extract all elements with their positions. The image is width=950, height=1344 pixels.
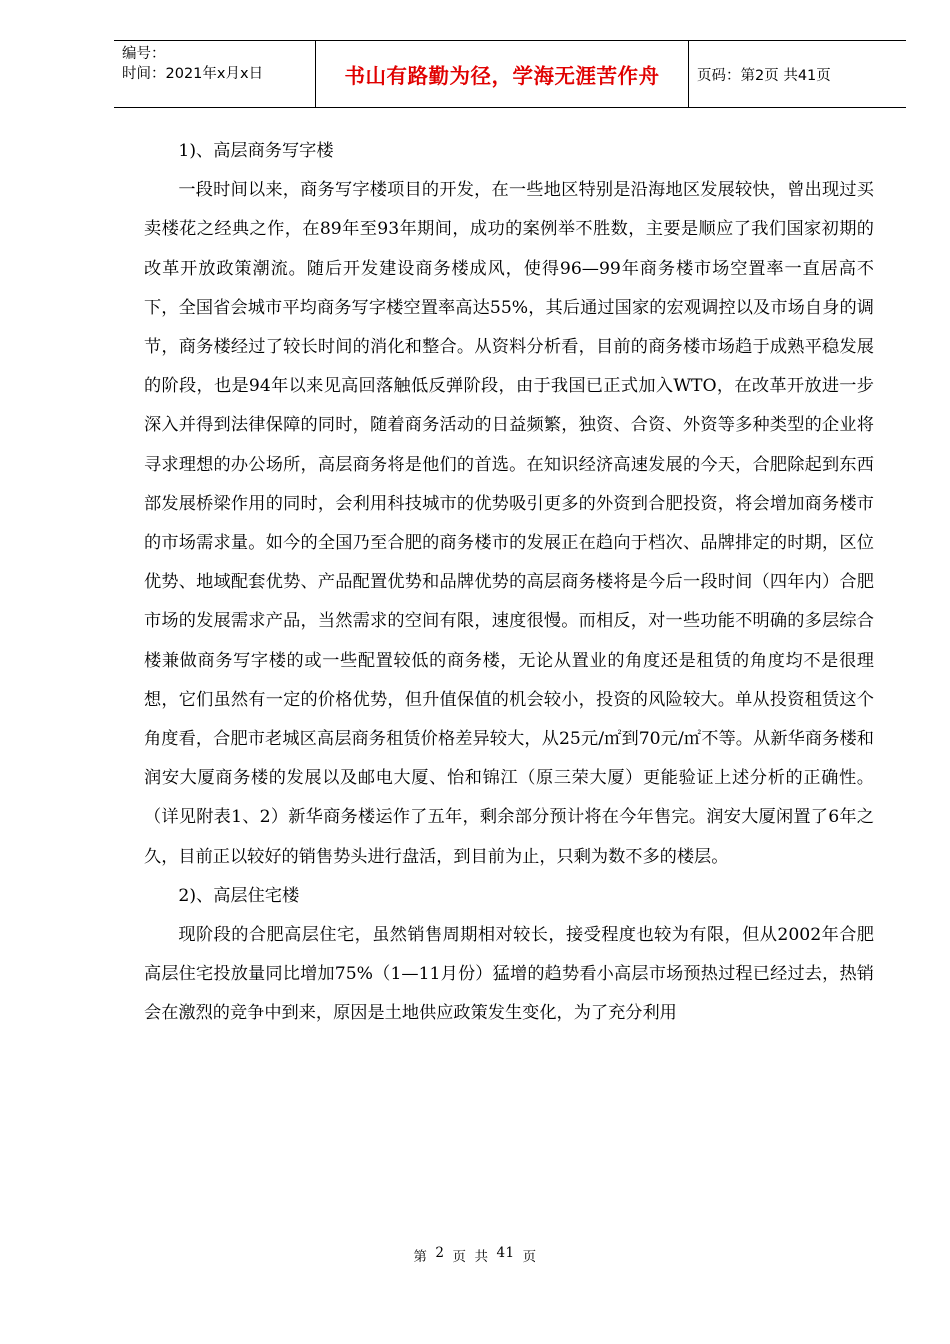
page-footer: [0, 1245, 950, 1265]
document-number: 编号：: [122, 46, 166, 62]
section-heading-residential: 2)、高层住宅楼: [178, 885, 300, 906]
header-motto-cell: [316, 41, 689, 107]
paragraph-residential-market: 现阶段的合肥高层住宅，虽然销售周期相对较长，接受程度也较为有限，但从2002年合肥高层住宅投放量同比增加75%（1—11月份）猛增的趋势看小高层市场预热过程已经过去，热销会在激烈的竞争中到来，原因是土地供应政策发生变化，为了充分利用: [144, 925, 874, 1024]
header-page-cell: [689, 41, 906, 107]
paragraph-office-market: 一段时间以来，商务写字楼项目的开发，在一些地区特别是沿海地区发展较快，曾出现过买卖楼花之经典之作，在89年至93年期间，成功的案例举不胜数，主要是顺应了我们国家初期的改革开放政策潮流。随后开发建设商务楼成风，使得96—99年商务楼市场空置率一直居高不下，全国省会城市平均商务写字楼空置率高达55%，其后通过国家的宏观调控以及市场自身的调节，商务楼经过了较长时间的消化和整合。从资料分析看，目前的商务楼市场趋于成熟平稳发展的阶段，也是94年以来见高回落触低反弹阶段，由于我国已正式加入WTO，在改革开放进一步深入并得到法律保障的同时，随着商务活动的日益频繁，独资、合资、外资等多种类型的企业将寻求理想的办公场所，高层商务将是他们的首选。在知识经济高速发展的今天，合肥除起到东西部发展桥梁作用的同时，会利用科技城市的优势吸引更多的外资到合肥投资，将会增加商务楼市的市场需求量。如今的全国乃至合肥的商务楼市的发展正在趋向于档次、品牌排定的时期，区位优势、地域配套优势、产品配置优势和品牌优势的高层商务楼将是今后一段时间（四年内）合肥市场的发展需求产品，当然需求的空间有限，速度很慢。而相反，对一些功能不明确的多层综合楼兼做商务写字楼的或一些配置较低的商务楼，无论从置业的角度还是租赁的角度均不是很理想，它们虽然有一定的价格优势，但升值保值的机会较小，投资的风险较大。单从投资租赁这个角度看，合肥市老城区高层商务租赁价格差异较大，从25元/㎡到70元/㎡不等。从新华商务楼和润安大厦商务楼的发展以及邮电大厦、怡和锦江（原三荣大厦）更能验证上述分析的正确性。（详见附表1、2）新华商务楼运作了五年，剩余部分预计将在今年售完。润安大厦闲置了6年之久，目前正以较好的销售势头进行盘活，到目前为止，只剩为数不多的楼层。: [144, 180, 874, 867]
footer-prefix: 第: [413, 1249, 428, 1265]
page-header: [114, 40, 906, 108]
footer-total-pages: 41: [496, 1245, 515, 1261]
header-page-info: 页码：第2页 共41页: [697, 67, 831, 84]
document-time: 时间：2021年x月x日: [122, 66, 264, 82]
header-meta-cell: [114, 41, 316, 107]
footer-total-word: 共: [474, 1249, 489, 1265]
footer-page-number: 2: [435, 1245, 445, 1261]
document-body: [144, 132, 874, 1034]
section-heading-office: 1)、高层商务写字楼: [178, 141, 334, 161]
footer-suffix: 页: [522, 1249, 537, 1265]
header-motto: 书山有路勤为径，学海无涯苦作舟: [344, 64, 660, 88]
footer-page-word: 页: [452, 1249, 467, 1265]
